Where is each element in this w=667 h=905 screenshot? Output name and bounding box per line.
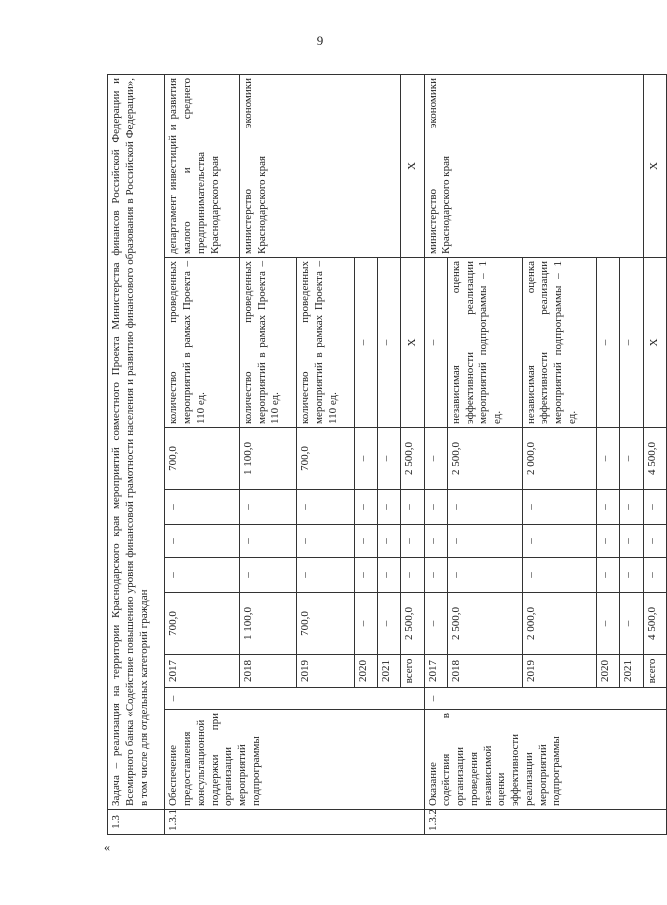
local-cell: –	[165, 490, 240, 525]
task-num: 1.3	[108, 810, 165, 835]
row-num: 1.3.1	[165, 810, 424, 835]
regional-cell: –	[239, 525, 296, 558]
federal-cell: –	[239, 558, 296, 593]
total-cell: –	[378, 593, 401, 655]
year-cell: 2021	[620, 655, 643, 688]
executor-cell: Х	[401, 74, 424, 257]
task-text: Задача – реализация на территории Краснодарского края мероприятий совместного Проекта Министерства финансов Российской Федерации и Всемирного банка «Содействие повышению уровня финансовой грамотности населения и развитию финансового образования в Российской Федерации», в том числе для отдельных категорий граждан	[108, 74, 165, 809]
local-cell: –	[354, 490, 377, 525]
federal-cell: –	[522, 558, 597, 593]
regional-cell: –	[522, 525, 597, 558]
result-cell: –	[378, 258, 401, 428]
year-cell: 2020	[354, 655, 377, 688]
result-cell: –	[597, 258, 620, 428]
regional-cell: –	[597, 525, 620, 558]
executor-cell: департамент инвестиций и развития малого и среднего предпринимательства Краснодарского края	[165, 74, 240, 257]
result-cell: –	[424, 258, 447, 428]
result-cell: –	[354, 258, 377, 428]
total-cell: –	[597, 593, 620, 655]
federal-cell: –	[401, 558, 424, 593]
regional-cell: –	[643, 525, 666, 558]
year-cell: 2019	[522, 655, 597, 688]
federal-cell: –	[597, 558, 620, 593]
federal-cell: –	[165, 558, 240, 593]
federal-cell: –	[447, 558, 522, 593]
year-cell: всего	[401, 655, 424, 688]
local-cell: –	[522, 490, 597, 525]
local-cell: –	[447, 490, 522, 525]
table-row	[424, 74, 447, 834]
extra-cell: –	[424, 428, 447, 490]
year-cell: 2017	[165, 655, 240, 688]
row-num: 1.3.2	[424, 810, 666, 835]
result-cell: независимая оценка эффективности реализации мероприятий подпрограммы – 1 ед.	[447, 258, 522, 428]
regional-cell: –	[620, 525, 643, 558]
total-cell: 1 100,0	[239, 593, 296, 655]
total-cell: 4 500,0	[643, 593, 666, 655]
measures-table	[107, 74, 667, 835]
result-cell: количество проведенных мероприятий в рамках Проекта – 110 ед.	[239, 258, 296, 428]
year-cell: 2017	[424, 655, 447, 688]
executor-cell: министерство экономики Краснодарского края	[424, 74, 643, 257]
extra-cell: –	[597, 428, 620, 490]
year-cell: 2018	[447, 655, 522, 688]
measure-name: Оказание содействия в организации проведения независимой оценки эффективности реализации мероприятий подпрограммы	[424, 710, 666, 810]
extra-cell: –	[378, 428, 401, 490]
extra-cell: 2 500,0	[401, 428, 424, 490]
extra-cell: –	[354, 428, 377, 490]
federal-cell: –	[378, 558, 401, 593]
extra-cell: 2 000,0	[522, 428, 597, 490]
year-cell: всего	[643, 655, 666, 688]
total-cell: 2 500,0	[447, 593, 522, 655]
local-cell: –	[239, 490, 296, 525]
total-cell: 700,0	[165, 593, 240, 655]
total-cell: –	[424, 593, 447, 655]
total-cell: 700,0	[297, 593, 354, 655]
regional-cell: –	[297, 525, 354, 558]
quote-mark: «	[104, 840, 110, 854]
federal-cell: –	[620, 558, 643, 593]
result-cell: количество проведенных мероприятий в рамках Проекта – 110 ед.	[297, 258, 354, 428]
table-row	[165, 74, 240, 834]
result-cell: Х	[401, 258, 424, 428]
federal-cell: –	[643, 558, 666, 593]
local-cell: –	[401, 490, 424, 525]
federal-cell: –	[297, 558, 354, 593]
extra-cell: 700,0	[165, 428, 240, 490]
regional-cell: –	[424, 525, 447, 558]
executor-cell: Х	[643, 74, 666, 257]
task-row	[108, 74, 165, 834]
extra-cell: 2 500,0	[447, 428, 522, 490]
executor-cell: министерство экономики Краснодарского края	[239, 74, 400, 257]
local-cell: –	[597, 490, 620, 525]
result-cell: Х	[643, 258, 666, 428]
result-cell: количество проведенных мероприятий в рамках Проекта – 110 ед.	[165, 258, 240, 428]
extra-cell: 4 500,0	[643, 428, 666, 490]
result-cell: независимая оценка эффективности реализации мероприятий подпрограммы – 1 ед.	[522, 258, 597, 428]
extra-cell: 700,0	[297, 428, 354, 490]
regional-cell: –	[165, 525, 240, 558]
regional-cell: –	[447, 525, 522, 558]
year-cell: 2020	[597, 655, 620, 688]
status-cell: –	[424, 688, 666, 710]
local-cell: –	[424, 490, 447, 525]
year-cell: 2021	[378, 655, 401, 688]
total-cell: –	[620, 593, 643, 655]
local-cell: –	[620, 490, 643, 525]
page-number: 9	[316, 33, 324, 48]
measure-name: Обеспечение предоставления консультационной поддержки при организации мероприятий подпрограммы	[165, 710, 424, 810]
status-cell: –	[165, 688, 424, 710]
result-cell: –	[620, 258, 643, 428]
regional-cell: –	[401, 525, 424, 558]
total-cell: 2 000,0	[522, 593, 597, 655]
total-cell: –	[354, 593, 377, 655]
year-cell: 2019	[297, 655, 354, 688]
federal-cell: –	[354, 558, 377, 593]
local-cell: –	[378, 490, 401, 525]
total-cell: 2 500,0	[401, 593, 424, 655]
year-cell: 2018	[239, 655, 296, 688]
regional-cell: –	[354, 525, 377, 558]
extra-cell: –	[620, 428, 643, 490]
federal-cell: –	[424, 558, 447, 593]
extra-cell: 1 100,0	[239, 428, 296, 490]
local-cell: –	[643, 490, 666, 525]
local-cell: –	[297, 490, 354, 525]
regional-cell: –	[378, 525, 401, 558]
rotated-table-container	[107, 75, 667, 835]
